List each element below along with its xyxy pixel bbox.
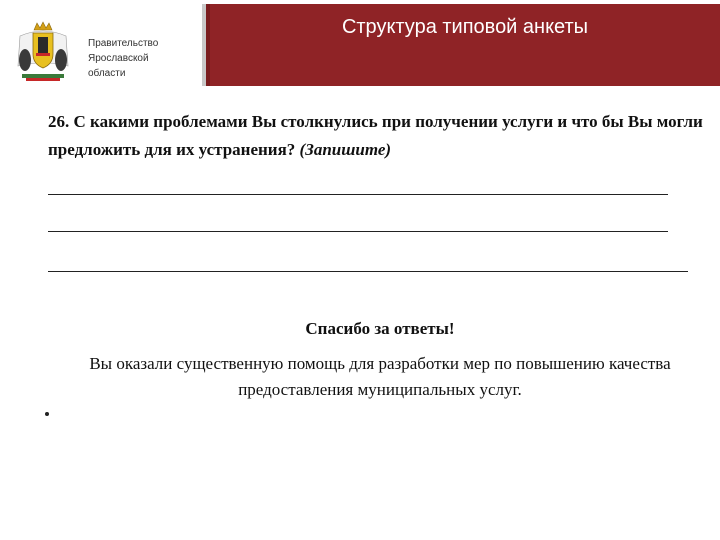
gov-line: Ярославской bbox=[88, 53, 149, 64]
answer-line bbox=[48, 271, 688, 272]
coat-of-arms-icon bbox=[12, 20, 74, 86]
title-banner bbox=[206, 4, 720, 86]
bullet-point bbox=[45, 412, 49, 416]
slide-title: Структура типовой анкеты bbox=[341, 16, 589, 38]
question-hint: (Запишите) bbox=[299, 140, 392, 159]
question-block bbox=[48, 108, 708, 164]
government-name bbox=[88, 36, 198, 81]
answer-line bbox=[48, 194, 668, 195]
gov-line: области bbox=[88, 68, 126, 79]
question-text: 26. С какими проблемами Вы столкнулись при получении услуги и что бы Вы могли предложить для их устранения? bbox=[48, 112, 703, 159]
answer-line bbox=[48, 231, 668, 232]
closing-message: Вы оказали существенную помощь для разработки мер по повышению качества предоставления муниципальных услуг. bbox=[89, 354, 671, 399]
gov-line: Правительство bbox=[88, 38, 159, 49]
thanks-heading: Спасибо за ответы! bbox=[305, 319, 455, 338]
